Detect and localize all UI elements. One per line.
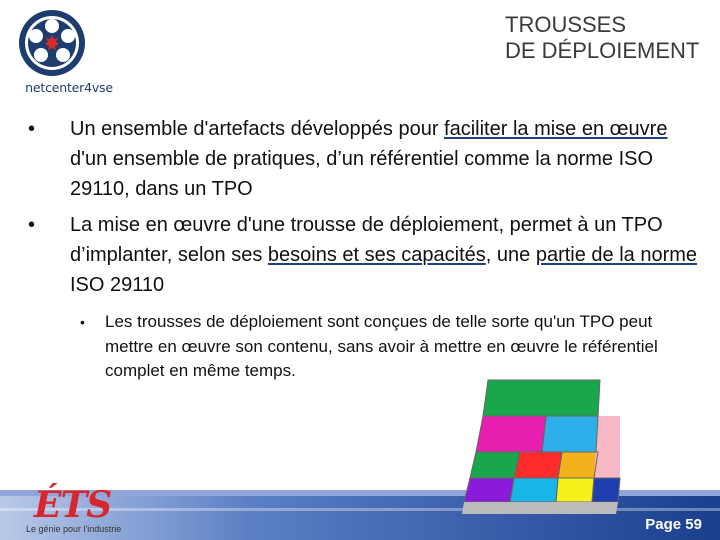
bullet-link-besoins[interactable]: besoins et ses capacités	[267, 244, 486, 266]
bullet-dot-icon: •	[28, 118, 36, 140]
ets-logo-mark: ÉTS	[34, 484, 112, 526]
bullet-text: ISO 29110	[70, 274, 165, 296]
sub-bullet-text: Les trousses de déploiement sont conçues de telle sorte qu'un TPO peut mettre en œuvre son contenu, sans avoir à mettre en œuvre le référentiel complet en même temps.	[105, 312, 658, 380]
netcenter-logo-icon	[14, 6, 124, 80]
bullet-link-faciliter[interactable]: faciliter la mise en œuvre	[444, 118, 668, 140]
bullet-text: La mise en œuvre d'une trousse de déploiement, permet à un TPO d’implanter, selon ses	[70, 214, 663, 266]
ets-logo-tagline: Le génie pour l'industrie	[26, 524, 122, 534]
bullet-item	[28, 114, 698, 204]
bullet-dot-icon: •	[28, 214, 36, 236]
slide-title	[505, 12, 699, 64]
sub-bullet-item	[80, 310, 687, 384]
bullet-text: Un ensemble d'artefacts développés pour	[70, 118, 445, 140]
bullet-text: , une	[485, 244, 536, 266]
slide-content	[28, 114, 698, 384]
sub-bullet-dot-icon: •	[80, 314, 85, 330]
title-line-1: TROUSSES	[505, 12, 627, 37]
page-number: Page 59	[645, 516, 702, 533]
netcenter-logo	[14, 6, 124, 100]
puzzle-illustration	[458, 378, 720, 516]
bullet-text: d'un ensemble de pratiques, d’un référentiel comme la norme ISO 29110, dans un TPO	[70, 148, 654, 200]
title-line-2: DE DÉPLOIEMENT	[505, 38, 700, 63]
netcenter-wordmark: netcenter4vse	[25, 80, 113, 95]
ets-logo	[26, 484, 126, 540]
bullet-link-partie[interactable]: partie de la norme	[535, 244, 698, 266]
bullet-item	[28, 210, 698, 300]
